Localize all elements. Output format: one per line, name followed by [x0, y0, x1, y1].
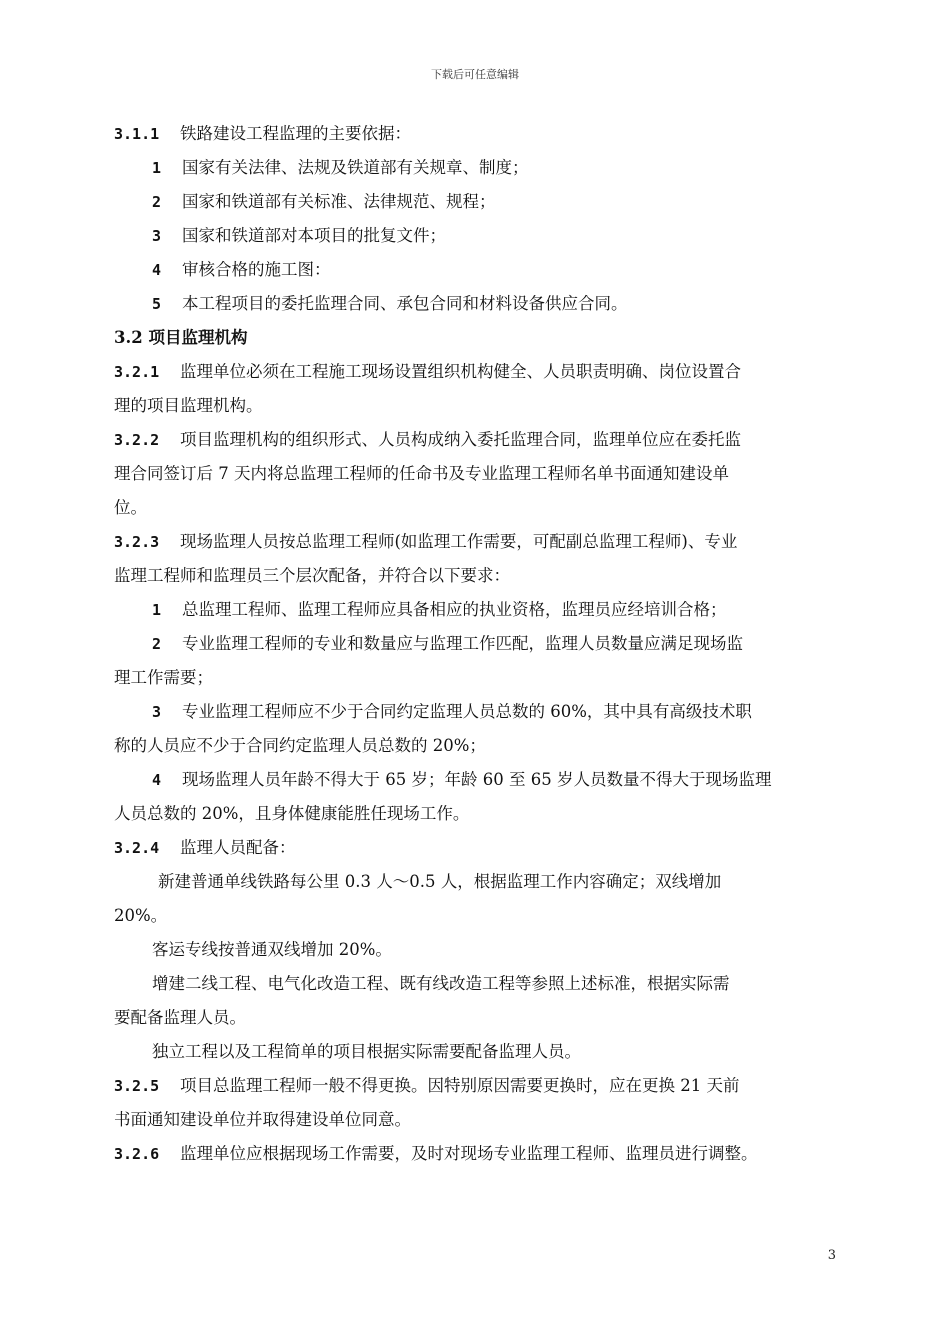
- text-line: [114, 797, 842, 831]
- section-number: 3.2.5: [114, 1077, 160, 1095]
- line-text: 人员总数的 20%，且身体健康能胜任现场工作。: [114, 804, 470, 823]
- line-text: 3.2 项目监理机构: [114, 328, 248, 347]
- line-text: 监理人员配备：: [180, 838, 296, 857]
- section-number: 3.1.1: [114, 125, 160, 143]
- text-line: [114, 457, 842, 491]
- text-line: [114, 423, 842, 457]
- text-line: [114, 865, 842, 899]
- line-text: 项目总监理工程师一般不得更换。因特别原因需要更换时，应在更换 21 天前: [180, 1076, 740, 1095]
- item-number: 5: [152, 295, 162, 313]
- text-line: [114, 899, 842, 933]
- item-number: 1: [152, 601, 162, 619]
- line-text: 理工作需要；: [114, 668, 213, 687]
- text-line: [114, 355, 842, 389]
- line-text: 总监理工程师、监理工程师应具备相应的执业资格，监理员应经培训合格；: [182, 600, 727, 619]
- text-line: [114, 967, 842, 1001]
- item-number: 4: [152, 261, 162, 279]
- document-body: [114, 117, 842, 1171]
- line-text: 新建普通单线铁路每公里 0.3 人～0.5 人，根据监理工作内容确定；双线增加: [158, 872, 722, 891]
- line-text: 专业监理工程师应不少于合同约定监理人员总数的 60%，其中具有高级技术职: [182, 702, 752, 721]
- line-text: 审核合格的施工图：: [182, 260, 331, 279]
- line-text: 本工程项目的委托监理合同、承包合同和材料设备供应合同。: [182, 294, 628, 313]
- line-text: 现场监理人员年龄不得大于 65 岁；年龄 60 至 65 岁人员数量不得大于现场监理: [182, 770, 772, 789]
- page-number: 3: [827, 1248, 836, 1263]
- line-text: 监理工程师和监理员三个层次配备，并符合以下要求：: [114, 566, 510, 585]
- page-header-note: 下载后可任意编辑: [431, 68, 519, 81]
- text-line: [114, 491, 842, 525]
- line-text: 20%。: [114, 906, 168, 925]
- text-line: [114, 1069, 842, 1103]
- item-number: 3: [152, 703, 162, 721]
- text-line: [114, 525, 842, 559]
- line-text: 国家有关法律、法规及铁道部有关规章、制度；: [182, 158, 529, 177]
- text-line: [114, 1137, 842, 1171]
- text-line: [114, 661, 842, 695]
- section-number: 3.2.3: [114, 533, 160, 551]
- item-number: 1: [152, 159, 162, 177]
- section-number: 3.2.4: [114, 839, 160, 857]
- line-text: 国家和铁道部对本项目的批复文件；: [182, 226, 446, 245]
- section-number: 3.2.1: [114, 363, 160, 381]
- item-number: 2: [152, 635, 162, 653]
- line-text: 独立工程以及工程简单的项目根据实际需要配备监理人员。: [152, 1042, 581, 1061]
- text-line: [114, 831, 842, 865]
- line-text: 位。: [114, 498, 147, 517]
- line-text: 项目监理机构的组织形式、人员构成纳入委托监理合同，监理单位应在委托监: [180, 430, 741, 449]
- text-line: [114, 1103, 842, 1137]
- line-text: 增建二线工程、电气化改造工程、既有线改造工程等参照上述标准，根据实际需: [152, 974, 730, 993]
- text-line: [114, 593, 842, 627]
- text-line: [114, 627, 842, 661]
- text-line: [114, 1001, 842, 1035]
- line-text: 国家和铁道部有关标准、法律规范、规程；: [182, 192, 496, 211]
- section-number: 3.2.2: [114, 431, 160, 449]
- text-line: [114, 185, 842, 219]
- text-line: [114, 933, 842, 967]
- line-text: 称的人员应不少于合同约定监理人员总数的 20%；: [114, 736, 486, 755]
- text-line: [114, 287, 842, 321]
- line-text: 监理单位应根据现场工作需要，及时对现场专业监理工程师、监理员进行调整。: [180, 1144, 758, 1163]
- line-text: 监理单位必须在工程施工现场设置组织机构健全、人员职责明确、岗位设置合: [180, 362, 741, 381]
- line-text: 要配备监理人员。: [114, 1008, 246, 1027]
- line-text: 书面通知建设单位并取得建设单位同意。: [114, 1110, 411, 1129]
- text-line: [114, 559, 842, 593]
- text-line: [114, 1035, 842, 1069]
- item-number: 2: [152, 193, 162, 211]
- text-line: [114, 219, 842, 253]
- section-heading: [114, 321, 842, 355]
- text-line: [114, 117, 842, 151]
- text-line: [114, 253, 842, 287]
- line-text: 理的项目监理机构。: [114, 396, 263, 415]
- text-line: [114, 151, 842, 185]
- line-text: 铁路建设工程监理的主要依据：: [180, 124, 411, 143]
- line-text: 客运专线按普通双线增加 20%。: [152, 940, 392, 959]
- line-text: 现场监理人员按总监理工程师(如监理工作需要，可配副总监理工程师)、专业: [180, 532, 738, 551]
- text-line: [114, 389, 842, 423]
- item-number: 4: [152, 771, 162, 789]
- section-number: 3.2.6: [114, 1145, 160, 1163]
- text-line: [114, 729, 842, 763]
- line-text: 专业监理工程师的专业和数量应与监理工作匹配，监理人员数量应满足现场监: [182, 634, 743, 653]
- item-number: 3: [152, 227, 162, 245]
- line-text: 理合同签订后 7 天内将总监理工程师的任命书及专业监理工程师名单书面通知建设单: [114, 464, 729, 483]
- text-line: [114, 695, 842, 729]
- text-line: [114, 763, 842, 797]
